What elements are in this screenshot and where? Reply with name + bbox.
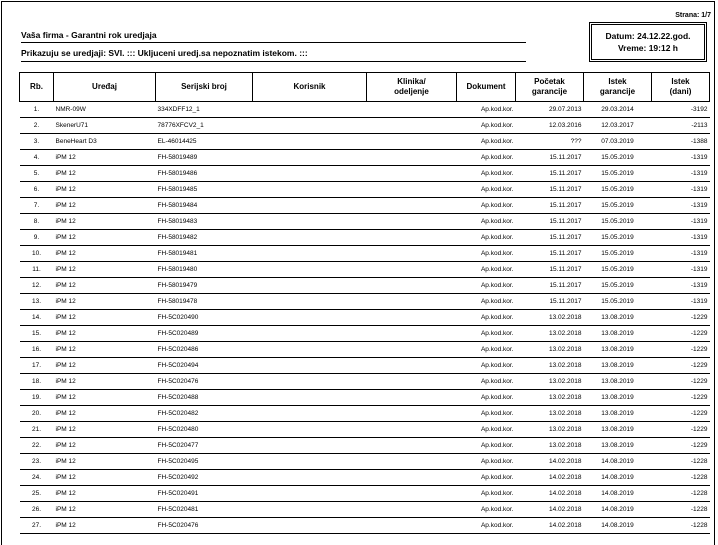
- table-row: [20, 486, 710, 502]
- cell-klinika: [367, 134, 457, 150]
- table-row: [20, 438, 710, 454]
- cell-korisnik: [253, 374, 367, 390]
- cell-istek: 15.05.2019: [584, 246, 652, 262]
- table-row: [20, 166, 710, 182]
- cell-pocetak: 15.11.2017: [516, 278, 584, 294]
- cell-korisnik: [253, 230, 367, 246]
- cell-rb: 8.: [20, 214, 54, 230]
- cell-serijski: FH-5C020489: [156, 326, 253, 342]
- cell-korisnik: [253, 294, 367, 310]
- cell-serijski: FH-58019484: [156, 198, 253, 214]
- cell-korisnik: [253, 390, 367, 406]
- cell-pocetak: 15.11.2017: [516, 166, 584, 182]
- cell-rb: 4.: [20, 150, 54, 166]
- cell-uredjaj: iPM 12: [54, 246, 156, 262]
- cell-klinika: [367, 150, 457, 166]
- title-divider: [21, 42, 526, 43]
- cell-klinika: [367, 326, 457, 342]
- cell-dani: -1228: [652, 454, 710, 470]
- cell-klinika: [367, 262, 457, 278]
- col-rb: Rb.: [20, 73, 54, 102]
- cell-uredjaj: iPM 12: [54, 310, 156, 326]
- cell-dokument: Ap.kod.kor.: [457, 422, 516, 438]
- cell-pocetak: 14.02.2018: [516, 502, 584, 518]
- cell-uredjaj: iPM 12: [54, 374, 156, 390]
- cell-rb: 24.: [20, 470, 54, 486]
- cell-klinika: [367, 230, 457, 246]
- cell-pocetak: 13.02.2018: [516, 422, 584, 438]
- cell-rb: 18.: [20, 374, 54, 390]
- col-korisnik: Korisnik: [253, 73, 367, 102]
- cell-dani: -1319: [652, 214, 710, 230]
- cell-istek: 15.05.2019: [584, 294, 652, 310]
- cell-istek: 15.05.2019: [584, 278, 652, 294]
- cell-korisnik: [253, 518, 367, 534]
- cell-pocetak: 13.02.2018: [516, 390, 584, 406]
- cell-korisnik: [253, 502, 367, 518]
- cell-rb: 17.: [20, 358, 54, 374]
- cell-uredjaj: iPM 12: [54, 390, 156, 406]
- col-istek: Istek garancije: [584, 73, 652, 102]
- report-date: Datum: 24.12.22.god.: [605, 31, 691, 41]
- col-istek-dani: Istek (dani): [652, 73, 710, 102]
- cell-istek: 13.08.2019: [584, 358, 652, 374]
- table-row: [20, 326, 710, 342]
- cell-rb: 13.: [20, 294, 54, 310]
- cell-istek: 13.08.2019: [584, 342, 652, 358]
- table-row: [20, 198, 710, 214]
- cell-serijski: FH-58019489: [156, 150, 253, 166]
- cell-pocetak: 15.11.2017: [516, 214, 584, 230]
- cell-rb: 3.: [20, 134, 54, 150]
- cell-dokument: Ap.kod.kor.: [457, 118, 516, 134]
- cell-serijski: 78776XFCV2_1: [156, 118, 253, 134]
- cell-pocetak: 14.02.2018: [516, 486, 584, 502]
- cell-pocetak: 13.02.2018: [516, 374, 584, 390]
- cell-klinika: [367, 518, 457, 534]
- cell-pocetak: 29.07.2013: [516, 102, 584, 118]
- cell-dokument: Ap.kod.kor.: [457, 150, 516, 166]
- cell-pocetak: 15.11.2017: [516, 262, 584, 278]
- table-row: [20, 262, 710, 278]
- cell-serijski: 334XDFF12_1: [156, 102, 253, 118]
- warranty-table: [19, 72, 710, 534]
- cell-klinika: [367, 470, 457, 486]
- cell-dokument: Ap.kod.kor.: [457, 326, 516, 342]
- cell-korisnik: [253, 278, 367, 294]
- cell-pocetak: 13.02.2018: [516, 358, 584, 374]
- cell-uredjaj: iPM 12: [54, 470, 156, 486]
- cell-istek: 14.08.2019: [584, 454, 652, 470]
- cell-istek: 15.05.2019: [584, 230, 652, 246]
- cell-serijski: FH-58019478: [156, 294, 253, 310]
- cell-uredjaj: iPM 12: [54, 518, 156, 534]
- cell-klinika: [367, 374, 457, 390]
- cell-rb: 5.: [20, 166, 54, 182]
- cell-dani: -1228: [652, 502, 710, 518]
- cell-istek: 15.05.2019: [584, 150, 652, 166]
- cell-rb: 19.: [20, 390, 54, 406]
- cell-rb: 16.: [20, 342, 54, 358]
- cell-korisnik: [253, 246, 367, 262]
- cell-korisnik: [253, 150, 367, 166]
- cell-pocetak: 15.11.2017: [516, 198, 584, 214]
- cell-serijski: FH-58019481: [156, 246, 253, 262]
- table-row: [20, 118, 710, 134]
- cell-pocetak: 13.02.2018: [516, 342, 584, 358]
- cell-rb: 20.: [20, 406, 54, 422]
- cell-dani: -1319: [652, 294, 710, 310]
- cell-klinika: [367, 246, 457, 262]
- cell-rb: 21.: [20, 422, 54, 438]
- report-time: Vreme: 19:12 h: [617, 43, 678, 53]
- cell-uredjaj: iPM 12: [54, 150, 156, 166]
- cell-istek: 13.08.2019: [584, 374, 652, 390]
- cell-rb: 27.: [20, 518, 54, 534]
- table-row: [20, 134, 710, 150]
- cell-uredjaj: iPM 12: [54, 278, 156, 294]
- cell-korisnik: [253, 214, 367, 230]
- table-row: [20, 102, 710, 118]
- table-row: [20, 390, 710, 406]
- cell-korisnik: [253, 134, 367, 150]
- cell-serijski: FH-5C020488: [156, 390, 253, 406]
- cell-pocetak: 12.03.2016: [516, 118, 584, 134]
- date-time-box: [591, 24, 705, 60]
- cell-istek: 12.03.2017: [584, 118, 652, 134]
- cell-korisnik: [253, 422, 367, 438]
- cell-pocetak: 15.11.2017: [516, 230, 584, 246]
- cell-dani: -1228: [652, 486, 710, 502]
- cell-korisnik: [253, 262, 367, 278]
- page-number: Strana: 1/7: [675, 12, 711, 19]
- table-row: [20, 454, 710, 470]
- cell-dokument: Ap.kod.kor.: [457, 310, 516, 326]
- table-row: [20, 310, 710, 326]
- cell-serijski: FH-58019485: [156, 182, 253, 198]
- cell-istek: 07.03.2019: [584, 134, 652, 150]
- cell-serijski: FH-58019482: [156, 230, 253, 246]
- cell-korisnik: [253, 486, 367, 502]
- cell-dokument: Ap.kod.kor.: [457, 454, 516, 470]
- filter-description: Prikazuju se uredjaji: SVI. ::: Ukljuceni uredj.sa nepoznatim istekom. :::: [21, 48, 308, 58]
- cell-rb: 9.: [20, 230, 54, 246]
- cell-pocetak: 13.02.2018: [516, 438, 584, 454]
- cell-rb: 1.: [20, 102, 54, 118]
- cell-klinika: [367, 422, 457, 438]
- cell-istek: 13.08.2019: [584, 438, 652, 454]
- cell-klinika: [367, 102, 457, 118]
- cell-korisnik: [253, 310, 367, 326]
- cell-serijski: FH-5C020482: [156, 406, 253, 422]
- cell-uredjaj: iPM 12: [54, 326, 156, 342]
- cell-klinika: [367, 454, 457, 470]
- cell-uredjaj: iPM 12: [54, 422, 156, 438]
- cell-dokument: Ap.kod.kor.: [457, 470, 516, 486]
- cell-dani: -1319: [652, 198, 710, 214]
- cell-uredjaj: iPM 12: [54, 438, 156, 454]
- cell-istek: 15.05.2019: [584, 214, 652, 230]
- cell-serijski: FH-5C020481: [156, 502, 253, 518]
- cell-istek: 13.08.2019: [584, 310, 652, 326]
- cell-dokument: Ap.kod.kor.: [457, 214, 516, 230]
- cell-dani: -1229: [652, 342, 710, 358]
- cell-uredjaj: iPM 12: [54, 182, 156, 198]
- cell-uredjaj: iPM 12: [54, 358, 156, 374]
- cell-klinika: [367, 166, 457, 182]
- cell-uredjaj: iPM 12: [54, 214, 156, 230]
- cell-korisnik: [253, 406, 367, 422]
- cell-korisnik: [253, 326, 367, 342]
- cell-serijski: FH-5C020492: [156, 470, 253, 486]
- cell-pocetak: ???: [516, 134, 584, 150]
- col-pocetak: Početak garancije: [516, 73, 584, 102]
- cell-dani: -1229: [652, 310, 710, 326]
- cell-uredjaj: iPM 12: [54, 406, 156, 422]
- cell-dokument: Ap.kod.kor.: [457, 102, 516, 118]
- cell-dani: -1319: [652, 278, 710, 294]
- cell-korisnik: [253, 102, 367, 118]
- cell-serijski: FH-5C020490: [156, 310, 253, 326]
- cell-dani: -1228: [652, 470, 710, 486]
- cell-dokument: Ap.kod.kor.: [457, 134, 516, 150]
- table-row: [20, 374, 710, 390]
- table-row: [20, 182, 710, 198]
- cell-rb: 2.: [20, 118, 54, 134]
- cell-istek: 14.08.2019: [584, 486, 652, 502]
- cell-korisnik: [253, 166, 367, 182]
- cell-rb: 15.: [20, 326, 54, 342]
- cell-klinika: [367, 502, 457, 518]
- cell-dani: -1319: [652, 262, 710, 278]
- cell-istek: 13.08.2019: [584, 422, 652, 438]
- cell-dani: -1319: [652, 182, 710, 198]
- cell-korisnik: [253, 358, 367, 374]
- cell-korisnik: [253, 198, 367, 214]
- cell-istek: 14.08.2019: [584, 470, 652, 486]
- cell-klinika: [367, 358, 457, 374]
- cell-dokument: Ap.kod.kor.: [457, 246, 516, 262]
- cell-dokument: Ap.kod.kor.: [457, 166, 516, 182]
- cell-dokument: Ap.kod.kor.: [457, 342, 516, 358]
- cell-istek: 13.08.2019: [584, 406, 652, 422]
- cell-pocetak: 14.02.2018: [516, 470, 584, 486]
- cell-serijski: EL-46014425: [156, 134, 253, 150]
- cell-dokument: Ap.kod.kor.: [457, 358, 516, 374]
- cell-klinika: [367, 390, 457, 406]
- cell-dani: -1229: [652, 438, 710, 454]
- cell-klinika: [367, 486, 457, 502]
- cell-istek: 15.05.2019: [584, 166, 652, 182]
- cell-dani: -1319: [652, 230, 710, 246]
- cell-dani: -1228: [652, 518, 710, 534]
- cell-dokument: Ap.kod.kor.: [457, 502, 516, 518]
- cell-serijski: FH-58019480: [156, 262, 253, 278]
- cell-serijski: FH-5C020494: [156, 358, 253, 374]
- cell-uredjaj: iPM 12: [54, 502, 156, 518]
- cell-dani: -1229: [652, 406, 710, 422]
- cell-dokument: Ap.kod.kor.: [457, 374, 516, 390]
- cell-serijski: FH-5C020495: [156, 454, 253, 470]
- cell-dokument: Ap.kod.kor.: [457, 278, 516, 294]
- cell-rb: 12.: [20, 278, 54, 294]
- table-row: [20, 150, 710, 166]
- col-uredjaj: Uređaj: [54, 73, 156, 102]
- table-header-row: [20, 73, 710, 102]
- cell-istek: 15.05.2019: [584, 182, 652, 198]
- cell-korisnik: [253, 438, 367, 454]
- col-dokument: Dokument: [457, 73, 516, 102]
- cell-korisnik: [253, 454, 367, 470]
- cell-dani: -1319: [652, 166, 710, 182]
- cell-dokument: Ap.kod.kor.: [457, 198, 516, 214]
- table-row: [20, 358, 710, 374]
- cell-klinika: [367, 310, 457, 326]
- cell-uredjaj: NMR-09W: [54, 102, 156, 118]
- cell-rb: 14.: [20, 310, 54, 326]
- cell-uredjaj: BeneHeart D3: [54, 134, 156, 150]
- cell-dani: -1229: [652, 326, 710, 342]
- table-row: [20, 406, 710, 422]
- cell-korisnik: [253, 182, 367, 198]
- cell-klinika: [367, 118, 457, 134]
- cell-dokument: Ap.kod.kor.: [457, 518, 516, 534]
- cell-uredjaj: iPM 12: [54, 486, 156, 502]
- cell-dokument: Ap.kod.kor.: [457, 390, 516, 406]
- cell-istek: 13.08.2019: [584, 326, 652, 342]
- cell-klinika: [367, 214, 457, 230]
- cell-uredjaj: iPM 12: [54, 294, 156, 310]
- cell-dani: -1388: [652, 134, 710, 150]
- table-row: [20, 246, 710, 262]
- cell-istek: 13.08.2019: [584, 390, 652, 406]
- cell-rb: 22.: [20, 438, 54, 454]
- cell-klinika: [367, 198, 457, 214]
- cell-pocetak: 15.11.2017: [516, 294, 584, 310]
- cell-dani: -3192: [652, 102, 710, 118]
- cell-serijski: FH-5C020476: [156, 518, 253, 534]
- cell-uredjaj: SkenerU71: [54, 118, 156, 134]
- cell-dokument: Ap.kod.kor.: [457, 182, 516, 198]
- table-row: [20, 518, 710, 534]
- cell-pocetak: 14.02.2018: [516, 518, 584, 534]
- cell-istek: 14.08.2019: [584, 502, 652, 518]
- subtitle-divider: [21, 61, 526, 62]
- cell-uredjaj: iPM 12: [54, 166, 156, 182]
- cell-dani: -1229: [652, 358, 710, 374]
- table-row: [20, 470, 710, 486]
- cell-pocetak: 15.11.2017: [516, 246, 584, 262]
- cell-rb: 10.: [20, 246, 54, 262]
- cell-serijski: FH-5C020477: [156, 438, 253, 454]
- cell-pocetak: 14.02.2018: [516, 454, 584, 470]
- cell-istek: 29.03.2014: [584, 102, 652, 118]
- cell-dokument: Ap.kod.kor.: [457, 262, 516, 278]
- cell-serijski: FH-5C020480: [156, 422, 253, 438]
- cell-dani: -1319: [652, 150, 710, 166]
- cell-klinika: [367, 342, 457, 358]
- cell-pocetak: 13.02.2018: [516, 406, 584, 422]
- cell-korisnik: [253, 118, 367, 134]
- cell-pocetak: 13.02.2018: [516, 326, 584, 342]
- cell-serijski: FH-58019486: [156, 166, 253, 182]
- cell-korisnik: [253, 342, 367, 358]
- cell-dokument: Ap.kod.kor.: [457, 486, 516, 502]
- col-serijski: Serijski broj: [156, 73, 253, 102]
- table-row: [20, 422, 710, 438]
- cell-serijski: FH-5C020486: [156, 342, 253, 358]
- cell-rb: 6.: [20, 182, 54, 198]
- cell-dani: -2113: [652, 118, 710, 134]
- cell-dani: -1229: [652, 374, 710, 390]
- cell-dani: -1229: [652, 422, 710, 438]
- cell-klinika: [367, 406, 457, 422]
- cell-dokument: Ap.kod.kor.: [457, 438, 516, 454]
- cell-rb: 26.: [20, 502, 54, 518]
- cell-dokument: Ap.kod.kor.: [457, 294, 516, 310]
- cell-klinika: [367, 294, 457, 310]
- table-row: [20, 278, 710, 294]
- table-row: [20, 342, 710, 358]
- cell-serijski: FH-5C020491: [156, 486, 253, 502]
- cell-uredjaj: iPM 12: [54, 230, 156, 246]
- table-row: [20, 230, 710, 246]
- cell-rb: 7.: [20, 198, 54, 214]
- cell-rb: 23.: [20, 454, 54, 470]
- cell-uredjaj: iPM 12: [54, 342, 156, 358]
- cell-uredjaj: iPM 12: [54, 198, 156, 214]
- cell-pocetak: 15.11.2017: [516, 182, 584, 198]
- cell-dokument: Ap.kod.kor.: [457, 406, 516, 422]
- cell-rb: 11.: [20, 262, 54, 278]
- cell-klinika: [367, 438, 457, 454]
- cell-pocetak: 15.11.2017: [516, 150, 584, 166]
- table-row: [20, 294, 710, 310]
- table-row: [20, 214, 710, 230]
- cell-serijski: FH-58019483: [156, 214, 253, 230]
- cell-korisnik: [253, 470, 367, 486]
- col-klinika: Klinika/ odeljenje: [367, 73, 457, 102]
- cell-istek: 15.05.2019: [584, 262, 652, 278]
- cell-rb: 25.: [20, 486, 54, 502]
- report-title: Vaša firma - Garantni rok uredjaja: [21, 30, 157, 40]
- cell-istek: 14.08.2019: [584, 518, 652, 534]
- cell-dani: -1319: [652, 246, 710, 262]
- cell-uredjaj: iPM 12: [54, 262, 156, 278]
- cell-istek: 15.05.2019: [584, 198, 652, 214]
- cell-klinika: [367, 182, 457, 198]
- cell-serijski: FH-5C020476: [156, 374, 253, 390]
- cell-pocetak: 13.02.2018: [516, 310, 584, 326]
- cell-dokument: Ap.kod.kor.: [457, 230, 516, 246]
- table-row: [20, 502, 710, 518]
- cell-klinika: [367, 278, 457, 294]
- cell-dani: -1229: [652, 390, 710, 406]
- cell-serijski: FH-58019479: [156, 278, 253, 294]
- cell-uredjaj: iPM 12: [54, 454, 156, 470]
